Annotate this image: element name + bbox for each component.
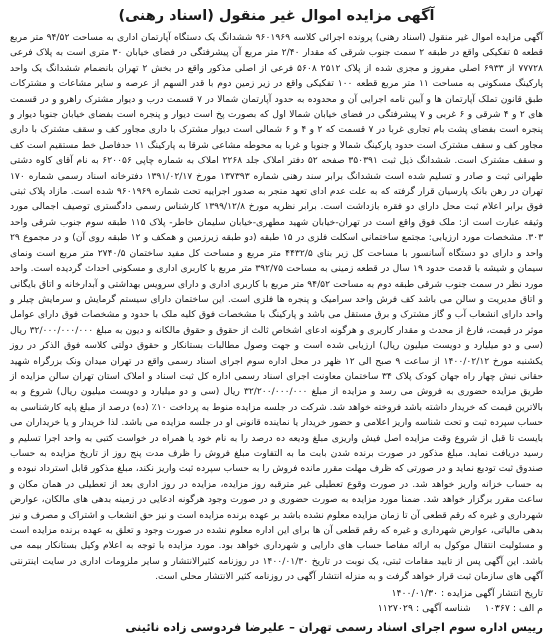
ref-code: م الف : ۱۰۳۶۷ bbox=[484, 602, 543, 614]
signature-line: رییس اداره سوم اجرای اسناد رسمی تهران – علیرضا فردوسی زاده نائینی bbox=[125, 619, 543, 634]
publish-date: تاریخ انتشار آگهی مزایده : ۱۴۰۰/۰۱/۳۰ bbox=[391, 587, 543, 599]
notice-body: آگهی مزایده اموال غیر منقول (اسناد رهنی) پرونده اجرائی کلاسه ۹۶۰۱۹۶۹ ششدانگ یک دستگاه آپارتمان اداری به مساحت ۹۴/۵۲ متر مربع قطعه ۵ تفکیکی واقع در طبقه ۲ سمت جنوب شرقی که مقدار ۲/۴۰ متر مربع آن پیشرفتگی در فضای خیابان ۳۰ متری است به پلاک فرعی ۷۷۷۲۸ از ۶۹۳۳ اصلی مفروز و مجزی شده از پلاک ۲۵۱۲ ۵۶۰۸ فرعی از اصلی مذکور واقع در بخش ۲ تهران بانضمام ششدانگ یک واحد پارکینگ مسکونی به مساحت ۱۱ متر مربع قطعه ۱۰۰ تفکیکی واقع در زیر زمین دوم با قدر السهم از عرصه و سایر مشاعات و مشترکات طبق قانون تملک آپارتمان ها و آیین نامه اجرایی آن و محدوده به حدود آپارتمان شمالا در ۷ قسمت درب و دیوار مشترک راهرو و در قسمت های ۲ و ۴ شرقی و ۶ غربی و ۷ پیشرفتگی در فضای خیابان شمالا اول که بصورت پخ است دیوار و پنجره است بفضای خیابان جنوبا دیوار و پنجره است بفضای پشت بام تجاری غربا در ۷ قسمت که ۲ و ۴ و ۶ شمالی است دیوار مشترک با داری مجاور کف و سقف مشترک با داری مجاور کف و سقف مشترک است حدود پارکینگ شمالا و جنوبا و غربا به محوطه مشاعی شرقا به پارکینگ ۱۱ حدفاصل خط مستقیم است کف و سقف مشترک است. ششدانگ ذیل ثبت ۳۵۰۳۹۱ صفحه ۵۲ دفتر املاک جلد ۲۲۶۸ املاک به شماره چاپی ۶۲۰۰۵۶ به نام آقای کاوه دشتی طهرانی ثبت و صادر و تسلیم شده است ششدانگ برابر سند رهنی شماره ۱۳۷۳۹۳ مورخ ۱۳۹۱/۰۲/۱۷ دفترخانه اسناد رسمی شماره ۱۷۰ تهران در رهن بانک پارسیان قرار گرفته که به علت عدم ادای تعهد منجر به صدور اجراییه تحت شماره ۹۶۰۱۹۶۹ شده است. مازاد پلاک ثبتی فوق برابر اعلام ثبت محل دارای دو فقره بازداشت است. برابر نظریه مورخ ۱۳۹۹/۱۲/۸ کارشناس رسمی دادگستری توصیف اجمالی مورد وثیقه عبارت است از: ملک فوق واقع است در تهران-خیابان شهید مطهری-خیابان سلیمان خاطر- پلاک ۱۱۵ طبقه سوم جنوب شرقی واحد ۳۰۳. مشخصات مورد ارزیابی: مجتمع ساختمانی اسکلت فلزی در ۱۵ طبقه (دو طبقه زیرزمین و همکف و ۱۲ طبقه روی آن) و در مجموع ۲۹ واحد و دارای دو دستگاه آسانسور با مساحت کل زیر بنای ۴۴۳۲/۵ متر مربع و مساحت کل مفید ساختمان ۲۷۴۰/۵ متر مربع است ونمای سیمان و شیشه با قدمت حدود ۱۹ سال در قطعه زمینی به مساحت ۳۹۲/۷۵ متر مربع با کاربری اداری و مسکونی احداث گردیده است. واحد مورد نظر در سمت جنوب شرقی طبقه دوم به مساحت ۹۴/۵۲ متر مربع با کاربری اداری و دارای سرویس بهداشتی و آبدارخانه و اتاق بایگانی و اتاق مدیریت و سالن می باشد کف فرش واحد سرامیک و پنجره ها فلزی است. این ساختمان دارای سیستم گرمایش و سرمایش چیلر و واحد دارای انشعاب آب و گاز مشترک و برق مستقل می باشد و پارکینگ با مشخصات فوق کلیه ملک با حدود و مشخصات فوق دارای عوامل موثر در قیمت، فارغ از محدث و مقدار کاربری و هرگونه ادعای اشخاص ثالث از حقوق و حقوق مالکانه و دیون به مبلغ ۳۲/۰۰۰/۰۰۰/۰۰۰ ریال (سی و دو میلیارد و دویست میلیون ریال) ارزیابی شده است و جهت وصول مطالبات بستانکار و حقوق دولتی کلاسه فوق الذکر در روز یکشنبه مورخ ۱۴۰۰/۰۲/۱۲ از ساعت ۹ صبح الی ۱۲ ظهر در محل اداره سوم اجرای اسناد رسمی واقع در تهران میدان ونک بزرگراه شهید حقانی نبش چهار راه جهان کودک پلاک ۳۴ ساختمان معاونت اجرای اسناد رسمی اداره کل ثبت اسناد و املاک استان تهران سالن مزایده از طریق مزایده حضوری به فروش می رسد و مزایده از مبلغ ۳۲/۲۰۰/۰۰۰/۰۰۰ ریال (سی و دو میلیارد و دویست میلیون ریال) شروع و به بالاترین قیمت که خریدار داشته باشد فروخته خواهد شد. شرکت در جلسه مزایده منوط به پرداخت ۱۰٪ (ده) درصد از مبلغ پایه کارشناسی به حساب سپرده ثبت و تحت شناسه واریز اعلامی و حضور خریدار یا نماینده قانونی او در جلسه مزایده می باشد. لذا خریدار و یا خریداران می بایست تا قبل از شروع وقت مزایده اصل فیش واریزی مبلغ ودیعه ده درصد را به نام خود یا همراه در خواست کتبی به واحد اجرا تسلیم و رسید دریافت نماید. مبلغ مذکور در صورت برنده شدن بابت ما به التفاوت مبلغ فروش را ظرف مدت پنج روز از تاریخ مزایده به حساب صندوق ثبت تودیع نماید و در صورتی که ظرف مهلت مقرر مانده فروش را به حساب سپرده ثبت واریز نکند، مبلغ مذکور قابل استرداد نبوده و به حساب خزانه واریز خواهد شد. در صورت وقوع تعطیلی غیر مترقبه روز مزایده، مزایده در روز اداری بعد از تعطیلی در همان مکان و ساعت مقرر برگزار خواهد شد. ضمنا مورد مزایده به صورت حضوری و در صورت وجود هرگونه ادعایی در زمینه بدهی های مالکان، عوارض شهرداری و غیره که رقم قطعی آن تا زمان مزایده معلوم نشده باشد بر عهده برنده مزایده است و نیز حق انشعاب و اشتراک و مصرف و نیز بدهی مالیاتی، عوارض شهرداری و غیره که رقم قطعی آن ها برای این اداره معلوم نشده در صورت وجود و تعلق به عهده برنده مزایده است و مسئولیت انتقال موکول به ارائه مفاصا حساب های دارایی و شهرداری خواهد بود. مورد مزایده با توجه به اعلام وکیل بستانکار بیمه می باشد. این آگهی پس از تایید مقامات ثبتی، یک نوبت در تاریخ ۱۴۰۰/۰۱/۳۰ در روزنامه کثیرالانتشار و سایر ملزومات اداری در سایت اینترنتی آگهی های سازمان ثبت قرار خواهد گرفت و به منزله انتشار آگهی در روزنامه کثیر الانتشار محلی است. bbox=[10, 32, 544, 583]
ref-number: شناسه آگهی : ۱۱۲۷۰۲۹ bbox=[377, 602, 471, 614]
notice-ids bbox=[10, 601, 543, 616]
notice-meta bbox=[10, 586, 543, 616]
notice-title: آگهی مزایده اموال غیر منقول (اسناد رهنی) bbox=[118, 8, 435, 24]
